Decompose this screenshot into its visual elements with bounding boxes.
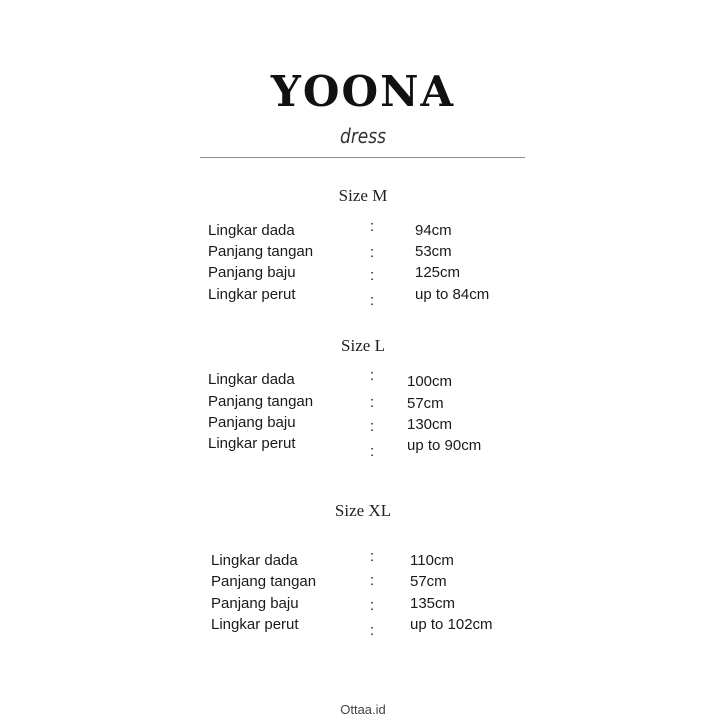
size-row-value: 130cm (407, 416, 453, 433)
size-row (211, 572, 531, 592)
size-row-value: up to 84cm (415, 286, 490, 303)
size-row-label: Lingkar dada (211, 552, 298, 569)
size-row-label: Lingkar dada (208, 371, 295, 388)
size-row (211, 548, 531, 571)
size-row-colon: : (370, 218, 375, 235)
size-row-colon: : (370, 292, 375, 309)
size-row (208, 392, 528, 412)
size-row-label: Panjang tangan (208, 393, 314, 410)
size-row-colon: : (370, 548, 375, 565)
size-row (211, 594, 531, 614)
size-row-label: Lingkar dada (208, 222, 295, 239)
size-row-value: up to 90cm (407, 437, 482, 454)
size-row (208, 242, 528, 262)
size-row-label: Panjang baju (211, 595, 299, 612)
size-row-colon: : (370, 267, 375, 284)
size-row-value: 125cm (415, 264, 461, 281)
size-row-label: Lingkar perut (211, 616, 299, 633)
size-row (208, 285, 528, 309)
size-row-value: 57cm (410, 573, 447, 590)
size-row (211, 615, 531, 639)
size-row-value: 110cm (410, 552, 454, 569)
brand-title: YOONA (270, 67, 456, 116)
size-row-value: up to 102cm (410, 616, 493, 633)
size-row-label: Panjang baju (208, 414, 296, 431)
size-row-label: Lingkar perut (208, 435, 296, 452)
size-row-label: Panjang tangan (211, 573, 317, 590)
size-row (208, 367, 528, 390)
size-row (208, 434, 528, 460)
footer-brand: Ottaa.id (340, 702, 386, 717)
size-row-colon: : (370, 572, 375, 589)
size-row (208, 413, 528, 433)
size-xl-title: Size XL (334, 501, 392, 520)
size-row-colon: : (370, 622, 375, 639)
size-row-colon: : (370, 367, 375, 384)
size-row-label: Lingkar perut (208, 286, 296, 303)
size-row-colon: : (370, 418, 375, 435)
size-row-value: 53cm (415, 243, 452, 260)
size-row-colon: : (370, 394, 375, 411)
size-row-value: 94cm (415, 222, 452, 239)
product-subtitle: dress (340, 124, 386, 148)
size-row-colon: : (370, 443, 375, 460)
size-row (208, 218, 528, 241)
size-row-value: 135cm (410, 595, 456, 612)
size-row-value: 57cm (407, 395, 444, 412)
size-row-colon: : (370, 597, 375, 614)
divider (200, 157, 525, 158)
size-row-label: Panjang baju (208, 264, 296, 281)
size-l-title: Size L (341, 336, 385, 355)
size-m-title: Size M (338, 186, 388, 205)
size-row-label: Panjang tangan (208, 243, 314, 260)
size-row-value: 100cm (407, 373, 453, 390)
size-row (208, 263, 528, 283)
size-row-colon: : (370, 244, 375, 261)
